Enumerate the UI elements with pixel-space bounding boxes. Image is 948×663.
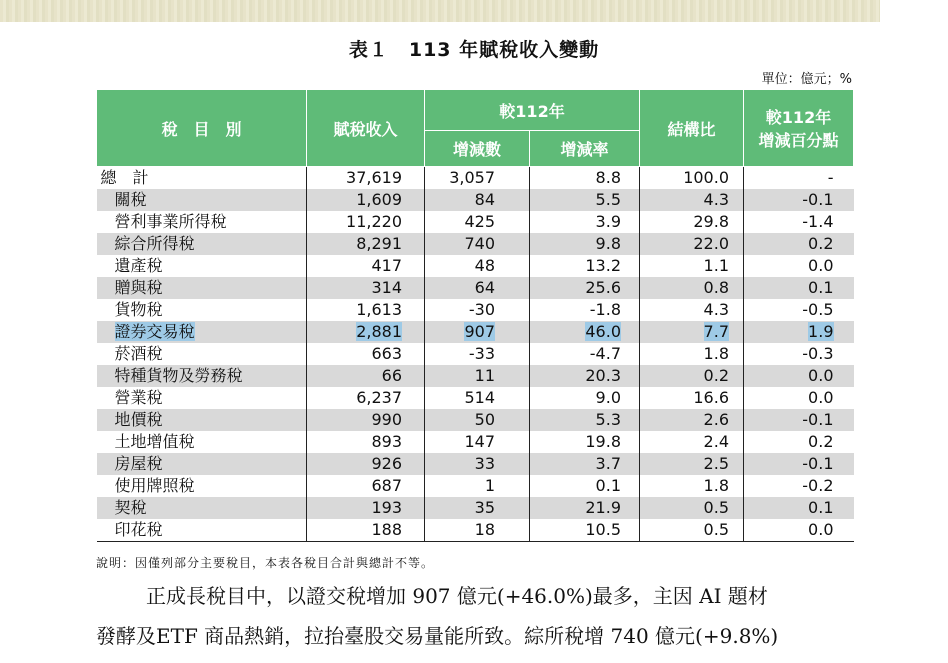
cell-structure-text: 2.5 [703,454,729,473]
table-row [97,211,854,233]
cell-tax-name-text: 貨物稅 [114,300,163,319]
cell-pct-point [744,409,854,431]
table-row [97,431,854,453]
cell-revenue-text: 2,881 [356,322,402,341]
cell-tax-name [97,343,307,365]
cell-revenue [307,167,425,190]
cell-structure [640,431,744,453]
cell-revenue-text: 8,291 [356,234,402,253]
cell-structure [640,167,744,190]
unit-label: 單位：億元；% [761,72,852,87]
cell-tax-name-text: 營利事業所得稅 [114,212,227,231]
cell-tax-name-text: 贈與稅 [114,278,163,297]
cell-revenue [307,475,425,497]
cell-structure-text: 100.0 [683,168,729,187]
cell-pct-point-text: -1.4 [802,212,834,231]
cell-structure-text: 0.8 [703,278,729,297]
table-row [97,365,854,387]
cell-tax-name-text: 證券交易稅 [114,322,195,341]
cell-change-rate [530,167,640,190]
cell-change-rate-text: -1.8 [589,300,621,319]
cell-structure-text: 0.5 [703,498,729,517]
cell-revenue-text: 926 [371,454,402,473]
cell-pct-point [744,519,854,542]
cell-pct-point-text: 0.2 [808,432,834,451]
cell-change-rate [530,211,640,233]
cell-change-rate-text: 21.9 [585,498,621,517]
cell-change-rate [530,233,640,255]
cell-change-amount-text: 11 [474,366,495,385]
cell-change-amount-text: 907 [464,322,495,341]
cell-tax-name [97,233,307,255]
cell-change-rate-text: 5.3 [595,410,621,429]
cell-change-rate [530,431,640,453]
cell-tax-name-text: 菸酒稅 [114,344,163,363]
table-row [97,189,854,211]
cell-change-amount [425,387,530,409]
table-row [97,255,854,277]
cell-change-amount-text: 425 [464,212,495,231]
cell-structure-text: 1.1 [703,256,729,275]
cell-structure-text: 1.8 [703,476,729,495]
cell-change-rate-text: 9.8 [595,234,621,253]
cell-change-rate-text: 13.2 [585,256,621,275]
cell-change-amount [425,167,530,190]
cell-structure [640,321,744,343]
cell-structure-text: 1.8 [703,344,729,363]
table-row [97,453,854,475]
cell-change-amount [425,343,530,365]
cell-pct-point-text: 0.1 [808,278,834,297]
cell-structure [640,387,744,409]
header-change-amount: 增減數 [425,131,530,167]
cell-pct-point [744,321,854,343]
paragraph-line-2: 發酵及ETF 商品熱銷，拉抬臺股交易量能所致。綜所稅增 740 億元(+9.8%) [96,624,779,648]
cell-revenue [307,233,425,255]
cell-pct-point [744,497,854,519]
cell-structure [640,277,744,299]
cell-revenue [307,255,425,277]
cell-pct-point [744,299,854,321]
cell-change-amount [425,365,530,387]
cell-change-amount-text: -33 [468,344,495,363]
cell-revenue [307,497,425,519]
cell-structure [640,475,744,497]
cell-tax-name-text: 印花稅 [114,520,163,539]
table-row [97,475,854,497]
cell-pct-point [744,365,854,387]
cell-revenue [307,453,425,475]
cell-tax-name [97,387,307,409]
cell-change-amount [425,277,530,299]
cell-pct-point [744,255,854,277]
cell-change-rate [530,387,640,409]
cell-tax-name [97,365,307,387]
table-row [97,233,854,255]
cell-revenue [307,299,425,321]
cell-change-rate-text: 3.9 [595,212,621,231]
cell-revenue-text: 11,220 [346,212,402,231]
cell-change-amount-text: 1 [484,476,495,495]
cell-change-rate [530,255,640,277]
cell-tax-name [97,453,307,475]
cell-revenue [307,189,425,211]
cell-change-amount [425,321,530,343]
cell-structure [640,343,744,365]
cell-tax-name-text: 土地增值稅 [114,432,195,451]
cell-change-rate-text: -4.7 [589,344,621,363]
table-row [97,277,854,299]
cell-change-rate-text: 8.8 [595,168,621,187]
page-top-strip [0,0,880,22]
cell-change-amount [425,475,530,497]
cell-structure-text: 16.6 [693,388,729,407]
table-row [97,321,854,343]
cell-tax-name-text: 綜合所得稅 [114,234,195,253]
cell-structure [640,365,744,387]
cell-revenue-text: 990 [371,410,402,429]
cell-pct-point [744,189,854,211]
cell-pct-point-text: 0.1 [808,498,834,517]
cell-change-amount-text: 35 [474,498,495,517]
cell-change-amount-text: 147 [464,432,495,451]
cell-change-rate [530,497,640,519]
cell-change-rate [530,453,640,475]
cell-revenue-text: 893 [371,432,402,451]
table-row [97,409,854,431]
cell-revenue-text: 1,609 [356,190,402,209]
cell-tax-name-text: 房屋稅 [114,454,163,473]
table-row [97,497,854,519]
cell-tax-name-text: 契稅 [114,498,147,517]
cell-change-rate-text: 46.0 [585,322,621,341]
cell-revenue [307,321,425,343]
cell-structure-text: 0.2 [703,366,729,385]
cell-tax-name [97,431,307,453]
cell-change-amount [425,453,530,475]
cell-tax-name-text: 營業稅 [114,388,163,407]
cell-tax-name [97,475,307,497]
cell-pct-point-text: 0.2 [808,234,834,253]
cell-tax-name [97,409,307,431]
cell-pct-point [744,431,854,453]
cell-pct-point [744,277,854,299]
header-pct-point-line1: 較112年 [765,108,832,127]
cell-revenue [307,519,425,542]
cell-structure-text: 2.4 [703,432,729,451]
cell-revenue [307,277,425,299]
table-row [97,299,854,321]
cell-revenue-text: 687 [371,476,402,495]
cell-revenue [307,387,425,409]
cell-pct-point-text: -0.1 [802,410,834,429]
cell-tax-name [97,321,307,343]
cell-tax-name [97,189,307,211]
cell-structure-text: 29.8 [693,212,729,231]
tax-revenue-table [96,89,854,542]
cell-tax-name [97,497,307,519]
cell-change-amount-text: 50 [474,410,495,429]
cell-change-rate [530,321,640,343]
header-pct-point-line2: 增減百分點 [758,131,839,150]
cell-change-amount [425,233,530,255]
cell-change-rate-text: 0.1 [595,476,621,495]
cell-change-rate-text: 3.7 [595,454,621,473]
cell-revenue [307,431,425,453]
cell-change-amount-text: 33 [474,454,495,473]
cell-change-amount [425,519,530,542]
cell-structure [640,299,744,321]
cell-revenue-text: 6,237 [356,388,402,407]
header-pct-point [744,90,854,167]
cell-structure-text: 22.0 [693,234,729,253]
cell-structure-text: 4.3 [703,190,729,209]
cell-pct-point-text: -0.2 [802,476,834,495]
cell-revenue-text: 37,619 [346,168,402,187]
cell-change-amount-text: 18 [474,520,495,539]
cell-tax-name-text: 遺產稅 [114,256,163,275]
cell-pct-point-text: 0.0 [808,256,834,275]
cell-pct-point [744,475,854,497]
cell-revenue [307,409,425,431]
cell-structure-text: 7.7 [703,322,729,341]
cell-change-amount-text: 514 [464,388,495,407]
cell-structure-text: 0.5 [703,520,729,539]
cell-tax-name [97,277,307,299]
cell-pct-point-text: 0.0 [808,388,834,407]
cell-structure [640,211,744,233]
cell-change-amount [425,211,530,233]
cell-change-amount-text: -30 [468,300,495,319]
table-row [97,343,854,365]
cell-change-amount-text: 84 [474,190,495,209]
cell-tax-name-text: 地價稅 [114,410,163,429]
cell-tax-name [97,211,307,233]
cell-pct-point-text: 0.0 [808,520,834,539]
cell-revenue [307,211,425,233]
cell-change-amount [425,255,530,277]
cell-tax-name [97,255,307,277]
cell-change-rate [530,299,640,321]
table-title: 表１ 113 年賦稅收入變動 [348,39,600,61]
cell-change-rate-text: 20.3 [585,366,621,385]
cell-change-rate [530,519,640,542]
cell-structure [640,233,744,255]
table-row [97,167,854,190]
cell-change-rate [530,475,640,497]
cell-structure [640,255,744,277]
cell-change-rate [530,189,640,211]
cell-pct-point [744,167,854,190]
cell-change-rate [530,343,640,365]
cell-revenue-text: 66 [381,366,402,385]
cell-change-rate-text: 19.8 [585,432,621,451]
cell-structure [640,409,744,431]
cell-change-rate-text: 25.6 [585,278,621,297]
cell-tax-name [97,519,307,542]
cell-pct-point [744,387,854,409]
header-structure: 結構比 [640,90,744,167]
cell-change-rate [530,277,640,299]
table-row [97,387,854,409]
cell-revenue-text: 188 [371,520,402,539]
cell-tax-name-text: 總 計 [100,168,149,187]
cell-change-amount-text: 3,057 [449,168,495,187]
table-row [97,519,854,542]
cell-change-amount-text: 740 [464,234,495,253]
header-compare-group: 較112年 [425,90,640,131]
cell-structure [640,453,744,475]
cell-revenue-text: 663 [371,344,402,363]
cell-change-amount [425,299,530,321]
cell-pct-point [744,211,854,233]
cell-change-amount-text: 48 [474,256,495,275]
cell-revenue [307,365,425,387]
cell-pct-point [744,343,854,365]
cell-change-amount [425,189,530,211]
cell-structure-text: 4.3 [703,300,729,319]
cell-pct-point [744,233,854,255]
header-revenue: 賦稅收入 [307,90,425,167]
cell-tax-name [97,167,307,190]
cell-revenue-text: 1,613 [356,300,402,319]
cell-tax-name-text: 使用牌照稅 [114,476,195,495]
cell-revenue-text: 193 [371,498,402,517]
cell-pct-point-text: -0.3 [802,344,834,363]
cell-pct-point-text: 1.9 [808,322,834,341]
cell-change-amount [425,497,530,519]
cell-tax-name [97,299,307,321]
cell-change-amount-text: 64 [474,278,495,297]
cell-revenue-text: 417 [371,256,402,275]
cell-pct-point-text: -0.1 [802,454,834,473]
cell-change-amount [425,431,530,453]
cell-revenue-text: 314 [371,278,402,297]
cell-tax-name-text: 特種貨物及勞務稅 [114,366,243,385]
cell-structure-text: 2.6 [703,410,729,429]
cell-pct-point [744,453,854,475]
cell-tax-name-text: 關稅 [114,190,147,209]
cell-change-rate-text: 9.0 [595,388,621,407]
cell-structure [640,519,744,542]
cell-revenue [307,343,425,365]
cell-pct-point-text: 0.0 [808,366,834,385]
cell-change-rate-text: 10.5 [585,520,621,539]
cell-change-rate [530,365,640,387]
cell-change-rate-text: 5.5 [595,190,621,209]
cell-structure [640,189,744,211]
cell-pct-point-text: - [827,168,834,187]
cell-pct-point-text: -0.1 [802,190,834,209]
cell-change-amount [425,409,530,431]
paragraph-line-1: 正成長稅目中，以證交稅增加 907 億元(+46.0%)最多，主因 AI 題材 [146,584,768,608]
header-item: 稅 目 別 [97,90,307,167]
cell-change-rate [530,409,640,431]
table-note: 說明：因僅列部分主要稅目，本表各稅目合計與總計不等。 [96,556,435,570]
header-change-rate: 增減率 [530,131,640,167]
cell-structure [640,497,744,519]
cell-pct-point-text: -0.5 [802,300,834,319]
